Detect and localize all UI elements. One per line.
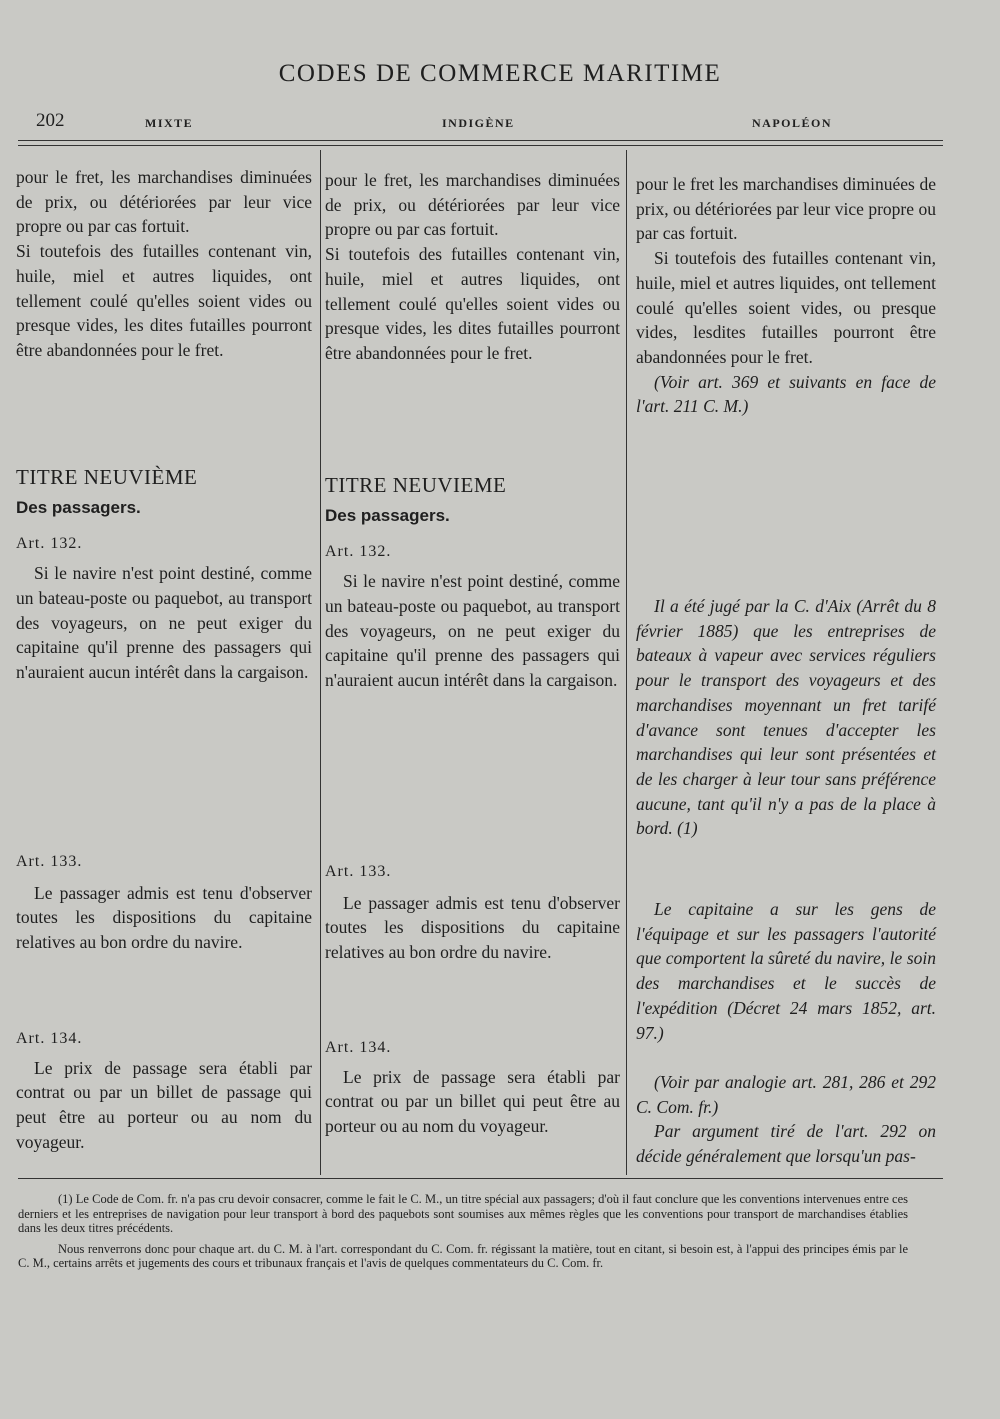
col1-art133-text: Le passager admis est tenu d'observer toutes les dispositions du capitaine relatives au bon ordre du navire. [16, 882, 312, 953]
column-napoleon [636, 172, 936, 1177]
col2-subtitre: Des passagers. [325, 505, 450, 525]
col1-titre: TITRE NEUVIÈME [16, 465, 198, 489]
col1-art132-text: Si le navire n'est point destiné, comme un bateau-poste ou paquebot, au transport des voyageurs, on ne peut exiger du capitaine qu'il prenne des passagers qui n'auraient aucun intérêt dans la cargaison. [16, 563, 312, 682]
column-header-mixte: MIXTE [145, 116, 194, 130]
col1-intro2: Si toutefois des futailles contenant vin, huile, miel et autres liquides, ont tellement coulé qu'elles soient vides ou presque vides, les dites futailles pourront être abandonnées pour le fret. [16, 241, 312, 360]
col1-art133-label: Art. 133. [16, 853, 83, 870]
column-divider-1 [320, 150, 321, 1175]
running-header [0, 108, 1000, 138]
column-indigene [325, 168, 620, 1178]
col2-intro: pour le fret, les marchandises diminuées de prix, ou détériorées par leur vice propre ou par cas fortuit. [325, 170, 620, 240]
column-header-indigene: INDIGÈNE [442, 116, 515, 130]
col3-note134: Par argument tiré de l'art. 292 on décide généralement que lorsqu'un pas- [636, 1121, 936, 1167]
col2-art133-text: Le passager admis est tenu d'observer toutes les dispositions du capitaine relatives au bon ordre du navire. [325, 892, 620, 963]
col2-art132-label: Art. 132. [325, 543, 392, 561]
column-divider-2 [626, 150, 627, 1175]
header-rule [18, 140, 943, 141]
col3-voir2: (Voir par analogie art. 281, 286 et 292 C. Com. fr.) [636, 1072, 936, 1117]
footnote-2: Nous renverrons donc pour chaque art. du C. M. à l'art. correspondant du C. Com. fr. régissant la matière, tout en citant, si besoin est, à l'appui des principes émis par le C. M., certains arrêts et jugements des cours et tribunaux français et l'avis de quelques commentateurs du C. Com. fr. [18, 1241, 908, 1271]
footnote-1: (1) Le Code de Com. fr. n'a pas cru devoir consacrer, comme le fait le C. M., un titre spécial aux passagers; d'où il faut conclure que les conventions intervenues entre ces derniers et les entreprises de navigation pour leur transport à bord des paquebots sont soumises aux mêmes règles que les conventions pour transport de marchandises établies dans les deux titres précédents. [18, 1192, 908, 1236]
footnote-rule [18, 1178, 943, 1179]
col2-titre: TITRE NEUVIEME [325, 473, 507, 497]
col3-note133: Le capitaine a sur les gens de l'équipage et sur les passagers l'autorité que comportent la sûreté du navire, le soin des marchandises et le succès de l'expédition (Décret 24 mars 1852, art. 97.) [636, 899, 936, 1043]
col3-intro2: Si toutefois des futailles contenant vin, huile, miel et autres liquides, ont tellement coulé qu'elles soient vides, ou presque vides, lesdites futailles pourront être abandonnées pour le fret. [636, 248, 936, 367]
header-rule-double [18, 145, 943, 146]
col1-art134-label: Art. 134. [16, 1030, 83, 1047]
col1-subtitre: Des passagers. [16, 497, 141, 517]
col2-art133-label: Art. 133. [325, 863, 392, 880]
column-mixte [16, 165, 312, 1175]
col3-note132: Il a été jugé par la C. d'Aix (Arrêt du 8 février 1885) que les entreprises de bateaux à vapeur avec services réguliers pour le transport des voyageurs et des marchandises moyennant un fret tarifé d'avance sont tenues d'accepter les marchandises qui leur sont présentées et de les charger à leur tour sans préférence aucune, tant qu'il n'y a pas de la place à bord. (1) [636, 596, 936, 839]
col2-art132-text: Si le navire n'est point destiné, comme un bateau-poste ou paquebot, au transport des voyageurs, on ne peut exiger du capitaine qu'il prenne des passagers qui n'auraient aucun intérêt dans la cargaison. [325, 571, 620, 690]
col3-voir1: (Voir art. 369 et suivants en face de l'art. 211 C. M.) [636, 371, 936, 417]
col3-intro: pour le fret les marchandises diminuées de prix, ou détériorées par leur vice propre ou par cas fortuit. [636, 174, 936, 244]
column-header-napoleon: NAPOLÉON [752, 116, 833, 130]
col2-intro2: Si toutefois des futailles contenant vin, huile, miel et autres liquides, ont tellement coulé qu'elles soient vides ou presque vides, les dites futailles pourront être abandonnées pour le fret. [325, 244, 620, 363]
col1-art134-text: Le prix de passage sera établi par contrat ou par un billet de passage qui peut être au porteur ou au nom du voyageur. [16, 1057, 312, 1152]
footnotes [18, 1192, 908, 1277]
page-number: 202 [36, 110, 65, 131]
col2-art134-text: Le prix de passage sera établi par contrat ou par un billet qui peut être au porteur ou au nom du voyageur. [325, 1066, 620, 1137]
col1-intro: pour le fret, les marchandises diminuées de prix, ou détériorées par leur vice propre ou par cas fortuit. [16, 167, 312, 237]
col2-art134-label: Art. 134. [325, 1039, 392, 1056]
page-title: CODES DE COMMERCE MARITIME [278, 60, 722, 87]
col1-art132-label: Art. 132. [16, 535, 83, 553]
